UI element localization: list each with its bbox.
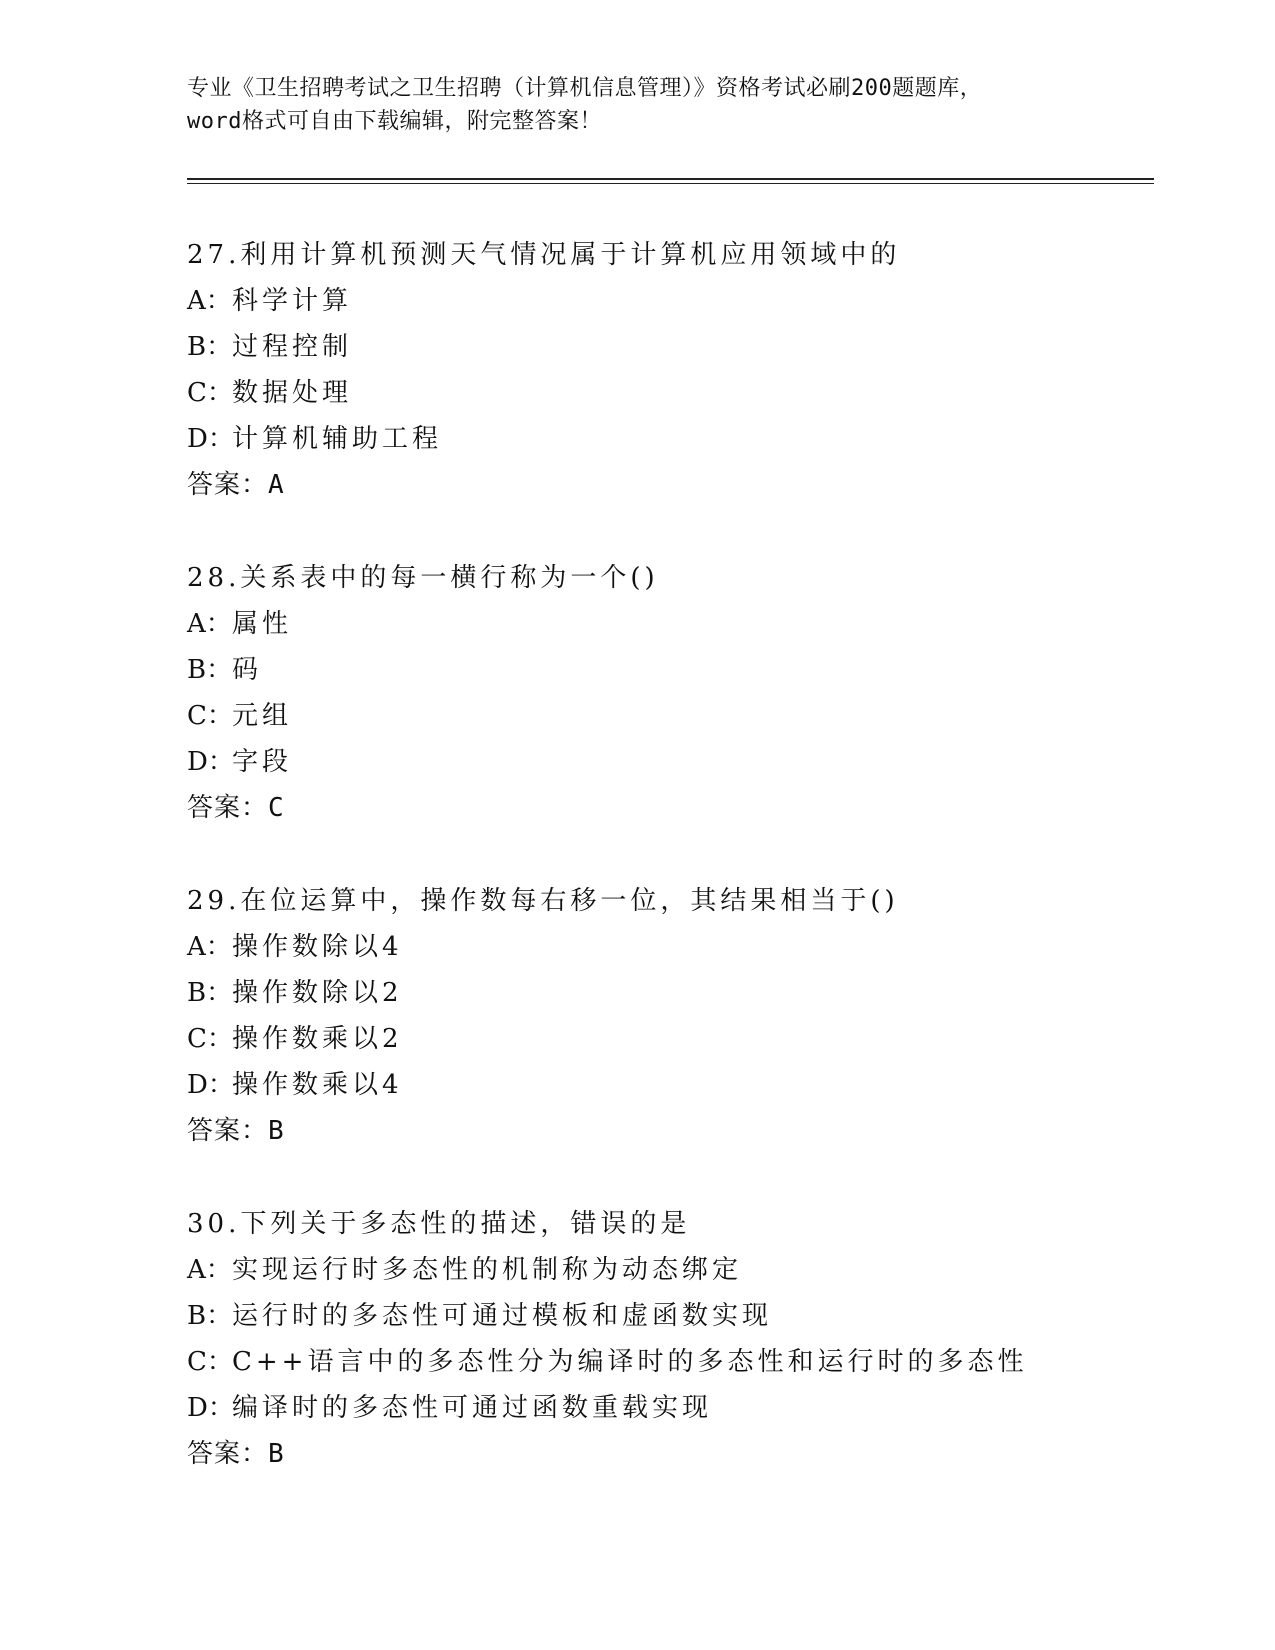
answer-value: B bbox=[268, 1116, 285, 1146]
option-text: 操作数乘以2 bbox=[232, 1024, 403, 1054]
option-b bbox=[187, 647, 1187, 693]
option-text: 元组 bbox=[232, 701, 293, 731]
question-stem: 28.关系表中的每一横行称为一个() bbox=[187, 563, 659, 593]
option-text: 过程控制 bbox=[232, 332, 353, 362]
answer-line bbox=[187, 1108, 1187, 1154]
option-c bbox=[187, 370, 1187, 416]
option-a bbox=[187, 1247, 1187, 1293]
option-letter: B： bbox=[187, 978, 233, 1008]
option-text: 字段 bbox=[232, 747, 293, 777]
option-text: 操作数乘以4 bbox=[232, 1070, 403, 1100]
answer-line bbox=[187, 785, 1187, 831]
option-letter: B： bbox=[187, 1301, 233, 1331]
question-stem: 30.下列关于多态性的描述，错误的是 bbox=[187, 1209, 691, 1239]
option-letter: D： bbox=[187, 1393, 234, 1423]
option-letter: C： bbox=[187, 701, 233, 731]
answer-label: 答案： bbox=[187, 1116, 269, 1146]
option-text: 计算机辅助工程 bbox=[232, 424, 443, 454]
option-letter: C： bbox=[187, 378, 233, 408]
question-stem: 27.利用计算机预测天气情况属于计算机应用领域中的 bbox=[187, 240, 901, 270]
answer-value: A bbox=[268, 470, 285, 500]
option-letter: A： bbox=[187, 609, 232, 639]
option-d bbox=[187, 1062, 1187, 1108]
option-text: 运行时的多态性可通过模板和虚函数实现 bbox=[232, 1301, 773, 1331]
option-letter: B： bbox=[187, 655, 233, 685]
document-header bbox=[187, 72, 1087, 138]
option-text: 码 bbox=[232, 655, 263, 685]
option-text: 操作数除以4 bbox=[232, 932, 403, 962]
question-stem: 29.在位运算中，操作数每右移一位，其结果相当于() bbox=[187, 886, 899, 916]
option-a bbox=[187, 924, 1187, 970]
option-c bbox=[187, 693, 1187, 739]
option-letter: A： bbox=[187, 1255, 232, 1285]
question-27 bbox=[187, 232, 1187, 508]
option-text: 属性 bbox=[232, 609, 293, 639]
question-list bbox=[187, 232, 1187, 1524]
option-letter: A： bbox=[187, 932, 232, 962]
answer-value: B bbox=[268, 1439, 285, 1469]
option-c bbox=[187, 1339, 1187, 1385]
option-letter: B： bbox=[187, 332, 233, 362]
option-text: 操作数除以2 bbox=[232, 978, 403, 1008]
question-29 bbox=[187, 878, 1187, 1154]
option-d bbox=[187, 739, 1187, 785]
header-divider-thick bbox=[187, 178, 1154, 180]
option-text: 科学计算 bbox=[232, 286, 353, 316]
option-a bbox=[187, 601, 1187, 647]
option-text: 数据处理 bbox=[232, 378, 353, 408]
question-28 bbox=[187, 555, 1187, 831]
option-b bbox=[187, 1293, 1187, 1339]
question-30 bbox=[187, 1201, 1187, 1477]
option-d bbox=[187, 1385, 1187, 1431]
option-d bbox=[187, 416, 1187, 462]
option-text: 编译时的多态性可通过函数重载实现 bbox=[232, 1393, 713, 1423]
option-letter: A： bbox=[187, 286, 232, 316]
answer-line bbox=[187, 1431, 1187, 1477]
option-b bbox=[187, 970, 1187, 1016]
option-c bbox=[187, 1016, 1187, 1062]
answer-line bbox=[187, 462, 1187, 508]
option-letter: D： bbox=[187, 747, 234, 777]
header-divider-thin bbox=[187, 183, 1154, 184]
header-title-line: 专业《卫生招聘考试之卫生招聘（计算机信息管理）》资格考试必刷200题题库， bbox=[187, 76, 983, 101]
option-text: 实现运行时多态性的机制称为动态绑定 bbox=[232, 1255, 743, 1285]
option-letter: C： bbox=[187, 1347, 233, 1377]
option-letter: C： bbox=[187, 1024, 233, 1054]
answer-value: C bbox=[268, 793, 285, 823]
option-letter: D： bbox=[187, 1070, 234, 1100]
header-subtitle-line: word格式可自由下载编辑，附完整答案！ bbox=[187, 109, 602, 134]
answer-label: 答案： bbox=[187, 793, 269, 823]
option-a bbox=[187, 278, 1187, 324]
answer-label: 答案： bbox=[187, 470, 269, 500]
option-text: C++语言中的多态性分为编译时的多态性和运行时的多态性 bbox=[232, 1347, 1028, 1377]
answer-label: 答案： bbox=[187, 1439, 269, 1469]
option-b bbox=[187, 324, 1187, 370]
option-letter: D： bbox=[187, 424, 234, 454]
